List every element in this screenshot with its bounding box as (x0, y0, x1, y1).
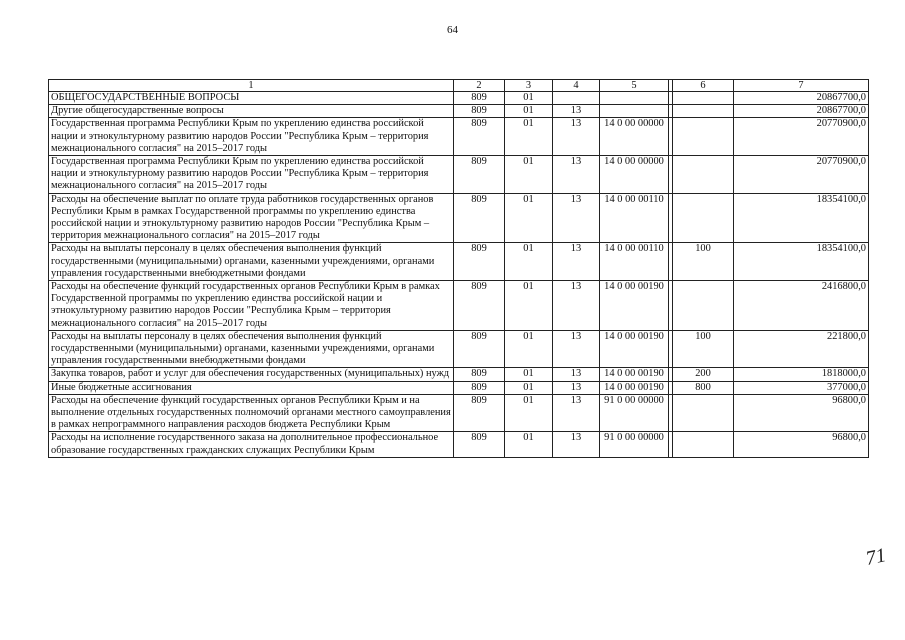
row-ministry-code: 809 (454, 118, 505, 156)
table-row (49, 118, 869, 156)
row-name: Иные бюджетные ассигнования (49, 381, 454, 394)
row-name: Расходы на обеспечение функций государственных органов Республики Крым и на выполнение отдельных государственных полномочий органами местного самоуправления в рамках непрограммного направления расходов бюджета Республики Крым (49, 394, 454, 432)
table-row (49, 281, 869, 331)
row-subsection-code: 13 (553, 381, 600, 394)
row-expense-type (673, 105, 734, 118)
row-amount: 96800,0 (734, 394, 869, 432)
row-amount: 377000,0 (734, 381, 869, 394)
row-section-code: 01 (505, 330, 553, 368)
row-ministry-code: 809 (454, 394, 505, 432)
row-subsection-code: 13 (553, 368, 600, 381)
row-target-code (600, 92, 669, 105)
row-target-code: 91 0 00 00000 (600, 432, 669, 457)
row-target-code (600, 105, 669, 118)
row-subsection-code: 13 (553, 394, 600, 432)
col-header-target: 5 (600, 80, 669, 92)
row-amount: 20770900,0 (734, 118, 869, 156)
row-section-code: 01 (505, 281, 553, 331)
row-expense-type: 100 (673, 330, 734, 368)
row-subsection-code: 13 (553, 432, 600, 457)
row-subsection-code: 13 (553, 156, 600, 194)
row-subsection-code: 13 (553, 193, 600, 243)
handwritten-page-mark: 71 (863, 544, 888, 570)
row-subsection-code: 13 (553, 243, 600, 281)
table-row (49, 243, 869, 281)
row-ministry-code: 809 (454, 432, 505, 457)
row-amount: 20867700,0 (734, 105, 869, 118)
col-header-section: 3 (505, 80, 553, 92)
row-subsection-code: 13 (553, 105, 600, 118)
row-ministry-code: 809 (454, 243, 505, 281)
row-section-code: 01 (505, 394, 553, 432)
col-header-name: 1 (49, 80, 454, 92)
row-ministry-code: 809 (454, 281, 505, 331)
row-target-code: 14 0 00 00110 (600, 193, 669, 243)
row-amount: 96800,0 (734, 432, 869, 457)
table-row (49, 432, 869, 457)
row-name: Расходы на выплаты персоналу в целях обеспечения выполнения функций государственными (муниципальными) органами, казенными учреждениями, органами управления государственными внебюджетными фондами (49, 330, 454, 368)
row-amount: 18354100,0 (734, 193, 869, 243)
row-target-code: 91 0 00 00000 (600, 394, 669, 432)
col-header-vid: 6 (673, 80, 734, 92)
row-section-code: 01 (505, 432, 553, 457)
table-row (49, 394, 869, 432)
row-name: Закупка товаров, работ и услуг для обеспечения государственных (муниципальных) нужд (49, 368, 454, 381)
col-header-ministry: 2 (454, 80, 505, 92)
table-header-row (49, 80, 869, 92)
row-ministry-code: 809 (454, 193, 505, 243)
row-ministry-code: 809 (454, 156, 505, 194)
row-section-code: 01 (505, 381, 553, 394)
row-target-code: 14 0 00 00110 (600, 243, 669, 281)
row-amount: 1818000,0 (734, 368, 869, 381)
table-row (49, 381, 869, 394)
table-row (49, 368, 869, 381)
row-expense-type (673, 394, 734, 432)
row-amount: 221800,0 (734, 330, 869, 368)
row-expense-type (673, 92, 734, 105)
row-expense-type (673, 432, 734, 457)
row-name: Другие общегосударственные вопросы (49, 105, 454, 118)
row-ministry-code: 809 (454, 92, 505, 105)
row-expense-type (673, 193, 734, 243)
row-section-code: 01 (505, 368, 553, 381)
budget-table (48, 79, 869, 458)
row-amount: 20770900,0 (734, 156, 869, 194)
row-name: Государственная программа Республики Крым по укреплению единства российской нации и этнокультурному развитию народов России "Республика Крым – территория межнационального согласия" на 2015–2017 годы (49, 118, 454, 156)
row-name: ОБЩЕГОСУДАРСТВЕННЫЕ ВОПРОСЫ (49, 92, 454, 105)
row-ministry-code: 809 (454, 368, 505, 381)
row-subsection-code: 13 (553, 281, 600, 331)
row-target-code: 14 0 00 00000 (600, 156, 669, 194)
row-name: Государственная программа Республики Крым по укреплению единства российской нации и этнокультурному развитию народов России "Республика Крым – территория межнационального согласия" на 2015–2017 годы (49, 156, 454, 194)
row-name: Расходы на обеспечение функций государственных органов Республики Крым в рамках Государственной программы по укреплению единства российской нации и этнокультурному развитию народов России "Республика Крым – территория межнационального согласия" на 2015–2017 годы (49, 281, 454, 331)
row-subsection-code: 13 (553, 330, 600, 368)
table-row (49, 105, 869, 118)
row-expense-type: 200 (673, 368, 734, 381)
col-header-subsection: 4 (553, 80, 600, 92)
row-name: Расходы на выплаты персоналу в целях обеспечения выполнения функций государственными (муниципальными) органами, казенными учреждениями, органами управления государственными внебюджетными фондами (49, 243, 454, 281)
row-target-code: 14 0 00 00190 (600, 368, 669, 381)
row-subsection-code (553, 92, 600, 105)
row-section-code: 01 (505, 118, 553, 156)
row-section-code: 01 (505, 92, 553, 105)
row-expense-type (673, 281, 734, 331)
table-row (49, 156, 869, 194)
row-target-code: 14 0 00 00000 (600, 118, 669, 156)
row-ministry-code: 809 (454, 330, 505, 368)
row-ministry-code: 809 (454, 381, 505, 394)
row-section-code: 01 (505, 243, 553, 281)
row-expense-type (673, 156, 734, 194)
row-amount: 2416800,0 (734, 281, 869, 331)
row-subsection-code: 13 (553, 118, 600, 156)
row-expense-type (673, 118, 734, 156)
table-row (49, 193, 869, 243)
page-number: 64 (447, 24, 458, 36)
row-name: Расходы на обеспечение выплат по оплате труда работников государственных органов Республики Крым в рамках Государственной программы по укреплению единства российской нации и этнокультурному развитию народов России "Республика Крым – территория межнационального согласия" на 2015–2017 годы (49, 193, 454, 243)
table-row (49, 330, 869, 368)
row-expense-type: 800 (673, 381, 734, 394)
row-amount: 20867700,0 (734, 92, 869, 105)
row-name: Расходы на исполнение государственного заказа на дополнительное профессиональное образование государственных гражданских служащих Республики Крым (49, 432, 454, 457)
table-row (49, 92, 869, 105)
row-ministry-code: 809 (454, 105, 505, 118)
row-target-code: 14 0 00 00190 (600, 281, 669, 331)
row-target-code: 14 0 00 00190 (600, 381, 669, 394)
row-target-code: 14 0 00 00190 (600, 330, 669, 368)
row-amount: 18354100,0 (734, 243, 869, 281)
row-expense-type: 100 (673, 243, 734, 281)
row-section-code: 01 (505, 193, 553, 243)
row-section-code: 01 (505, 156, 553, 194)
row-section-code: 01 (505, 105, 553, 118)
col-header-amount: 7 (734, 80, 869, 92)
